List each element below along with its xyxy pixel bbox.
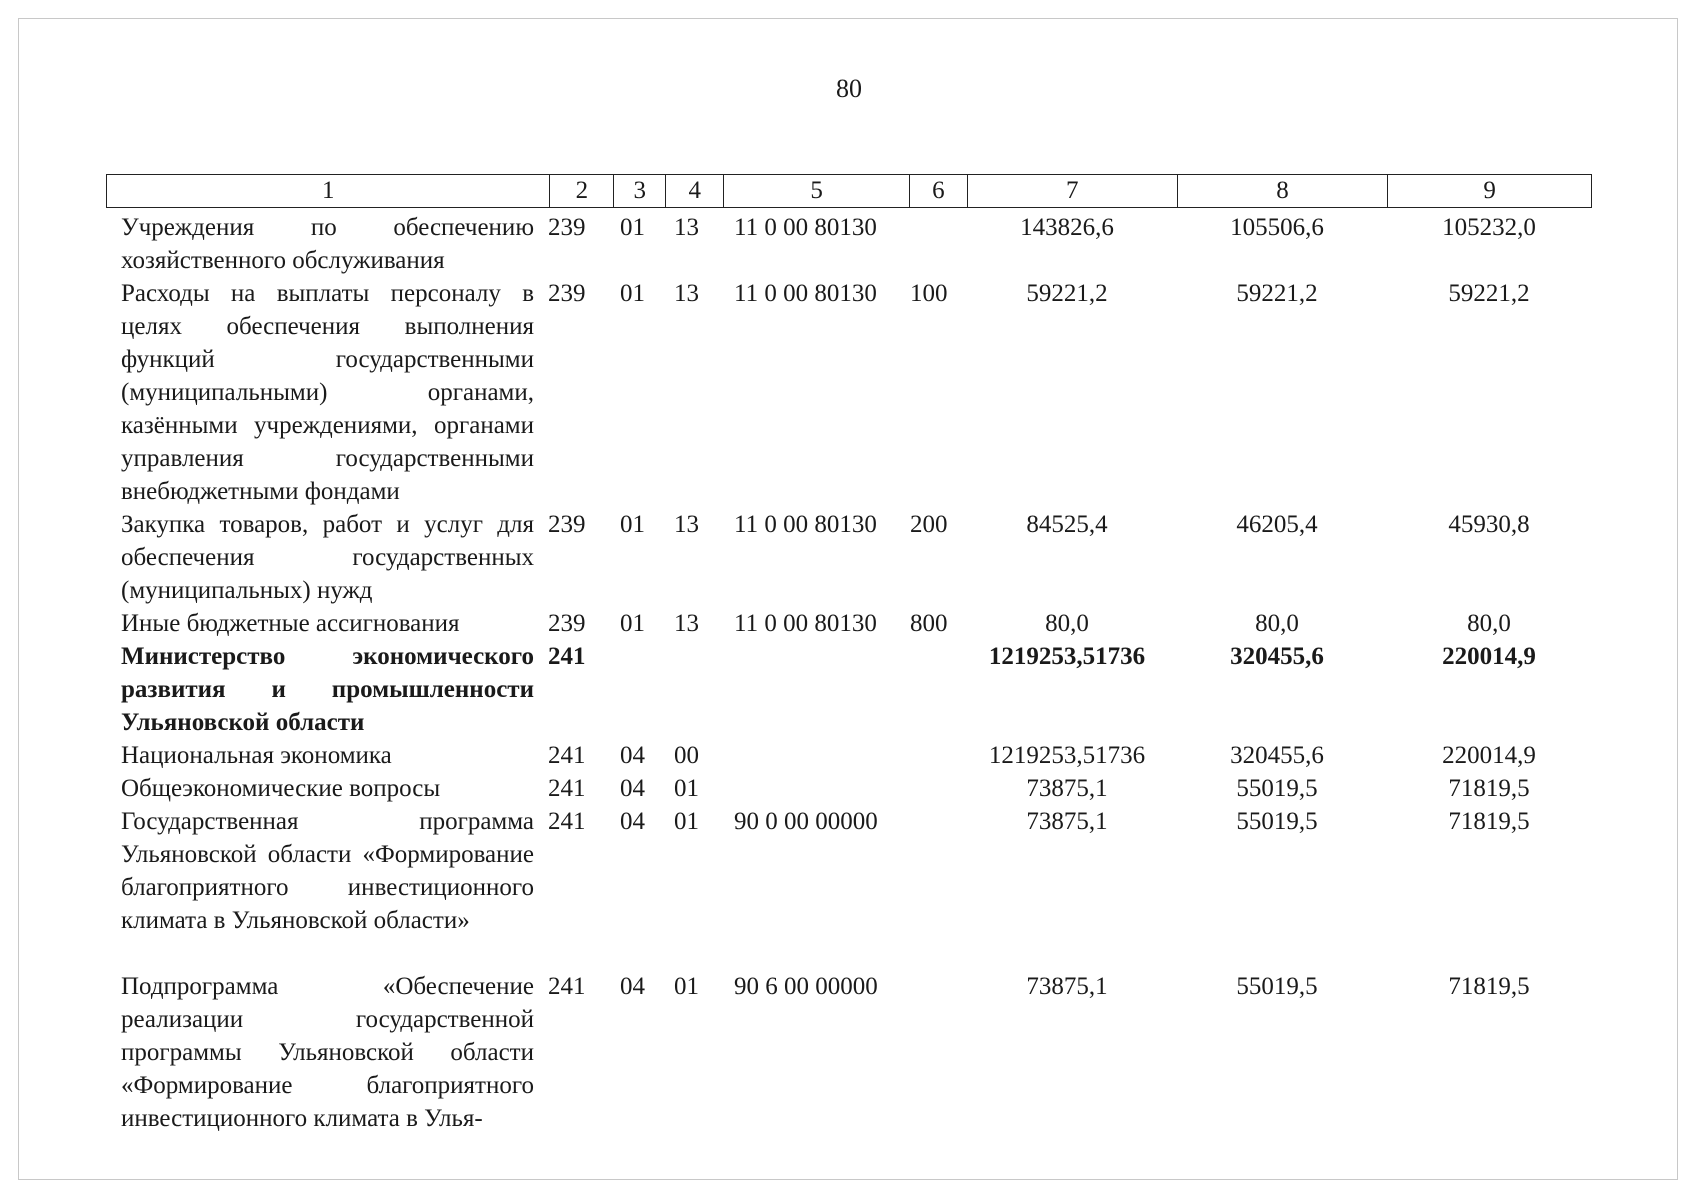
row-col-9: 71819,5 — [1448, 973, 1530, 1000]
row-col-8: 55019,5 — [1236, 973, 1318, 1000]
header-col-1: 1 — [107, 175, 550, 207]
header-col-6: 6 — [910, 175, 968, 207]
row-col-8: 320455,6 — [1230, 742, 1324, 769]
row-name: Закупка товаров, работ и услуг для обеспечения государственных (муниципальных) нужд — [121, 511, 534, 604]
row-col-2: 241 — [548, 742, 586, 769]
row-col-9: 59221,2 — [1448, 280, 1530, 307]
row-col-5: 11 0 00 80130 — [734, 280, 877, 307]
row-col-4: 00 — [674, 742, 699, 769]
row-col-3: 04 — [620, 973, 645, 1000]
row-col-3: 01 — [620, 610, 645, 637]
table-header — [106, 174, 1592, 208]
row-col-8: 46205,4 — [1236, 511, 1318, 538]
row-name: Общеэкономические вопросы — [121, 775, 441, 802]
row-col-4: 13 — [674, 214, 699, 241]
row-col-2: 241 — [548, 775, 586, 802]
row-col-9: 80,0 — [1467, 610, 1511, 637]
row-col-6: 100 — [910, 280, 948, 307]
row-name: Министерство экономического развития и промышленности Ульяновской области — [121, 643, 534, 736]
row-name: Иные бюджетные ассигнования — [121, 610, 460, 637]
row-col-3: 04 — [620, 742, 645, 769]
row-name: Национальная экономика — [121, 742, 392, 769]
row-col-5: 90 0 00 00000 — [734, 808, 878, 835]
row-col-2: 239 — [548, 214, 586, 241]
row-col-3: 04 — [620, 775, 645, 802]
row-col-9: 220014,9 — [1442, 643, 1536, 670]
row-col-8: 55019,5 — [1236, 775, 1318, 802]
row-col-7: 73875,1 — [1026, 808, 1108, 835]
row-col-6: 200 — [910, 511, 948, 538]
header-col-3: 3 — [614, 175, 666, 207]
row-col-7: 143826,6 — [1020, 214, 1114, 241]
row-col-4: 01 — [674, 775, 699, 802]
row-name: Подпрограмма «Обеспечение реализации государственной программы Ульяновской области «Формирование благоприятного инвестиционного климата в Улья- — [121, 973, 534, 1132]
row-col-4: 01 — [674, 973, 699, 1000]
header-col-7: 7 — [968, 175, 1178, 207]
row-col-5: 11 0 00 80130 — [734, 610, 877, 637]
row-col-7: 80,0 — [1045, 610, 1089, 637]
row-col-7: 73875,1 — [1026, 775, 1108, 802]
row-col-8: 55019,5 — [1236, 808, 1318, 835]
row-col-2: 239 — [548, 610, 586, 637]
row-col-3: 01 — [620, 214, 645, 241]
header-col-8: 8 — [1178, 175, 1389, 207]
row-name: Государственная программа Ульяновской области «Формирование благоприятного инвестиционного климата в Ульяновской области» — [121, 808, 534, 934]
row-col-5: 11 0 00 80130 — [734, 214, 877, 241]
row-col-7: 1219253,51736 — [988, 742, 1146, 769]
row-col-3: 04 — [620, 808, 645, 835]
header-col-2: 2 — [550, 175, 614, 207]
header-col-5: 5 — [724, 175, 910, 207]
header-col-9: 9 — [1483, 177, 1496, 204]
row-col-6: 800 — [910, 610, 948, 637]
row-col-9: 220014,9 — [1442, 742, 1536, 769]
row-name: Расходы на выплаты персоналу в целях обеспечения выполнения функций государственными (муниципальными) органами, казёнными учреждениями, органами управления государственными внебюджетными фондами — [121, 280, 534, 505]
row-col-3: 01 — [620, 511, 645, 538]
row-col-2: 241 — [548, 973, 586, 1000]
row-col-4: 13 — [674, 610, 699, 637]
row-col-8: 59221,2 — [1236, 280, 1318, 307]
row-col-5: 90 6 00 00000 — [734, 973, 878, 1000]
row-col-7: 73875,1 — [1026, 973, 1108, 1000]
row-name: Учреждения по обеспечению хозяйственного обслуживания — [121, 214, 534, 274]
row-col-4: 01 — [674, 808, 699, 835]
row-col-4: 13 — [674, 511, 699, 538]
page-number: 80 — [836, 74, 862, 103]
row-col-9: 71819,5 — [1448, 808, 1530, 835]
row-col-8: 320455,6 — [1230, 643, 1324, 670]
row-col-2: 241 — [548, 643, 586, 670]
row-col-5: 11 0 00 80130 — [734, 511, 877, 538]
row-col-2: 239 — [548, 511, 586, 538]
row-col-2: 241 — [548, 808, 586, 835]
row-col-9: 105232,0 — [1442, 214, 1536, 241]
row-col-4: 13 — [674, 280, 699, 307]
row-col-7: 1219253,51736 — [988, 643, 1146, 670]
row-col-8: 80,0 — [1255, 610, 1299, 637]
row-col-3: 01 — [620, 280, 645, 307]
row-col-9: 71819,5 — [1448, 775, 1530, 802]
header-col-4: 4 — [666, 175, 724, 207]
row-col-7: 84525,4 — [1026, 511, 1108, 538]
row-col-8: 105506,6 — [1230, 214, 1324, 241]
row-col-7: 59221,2 — [1026, 280, 1108, 307]
row-col-9: 45930,8 — [1448, 511, 1530, 538]
row-col-2: 239 — [548, 280, 586, 307]
